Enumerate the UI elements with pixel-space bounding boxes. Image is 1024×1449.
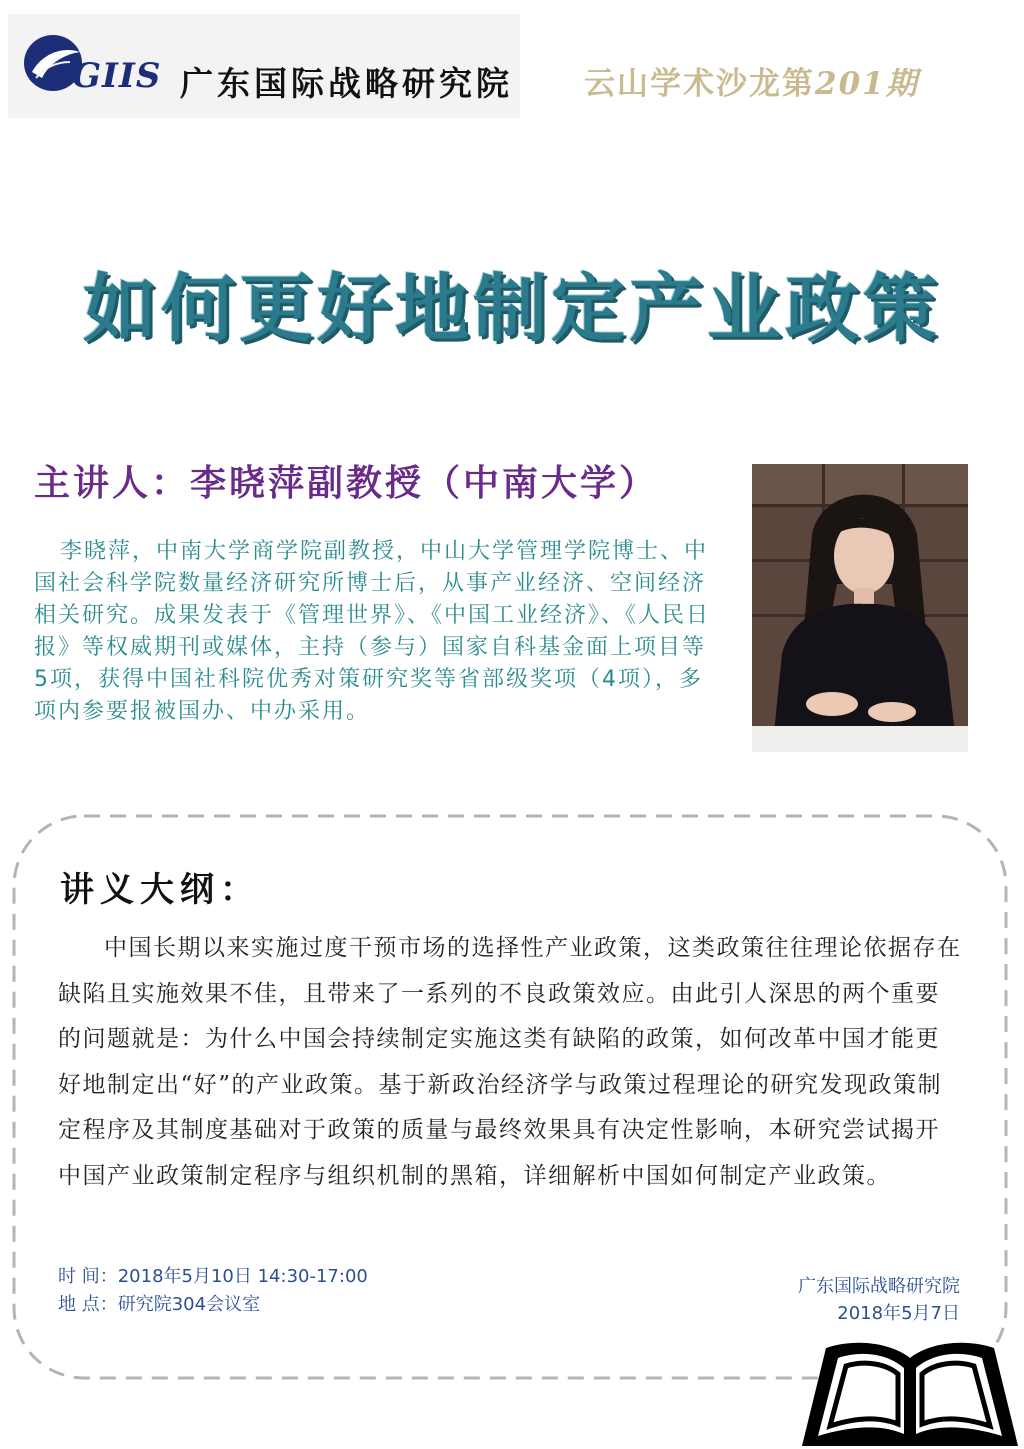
open-book-icon: [796, 1318, 1024, 1449]
speaker-bio: 李晓萍，中南大学商学院副教授，中山大学管理学院博士、中国社会科学院数量经济研究所博士后，从事产业经济、空间经济相关研究。成果发表于《管理世界》、《中国工业经济》、《人民日报》等权威期刊或媒体，主持（参与）国家自科基金面上项目等5项，获得中国社科院优秀对策研究奖等省部级奖项（4项），多项内参要报被国办、中办采用。: [34, 539, 711, 724]
speaker-line: 主讲人：李晓萍副教授（中南大学）: [34, 463, 659, 504]
salon-issue: 201期: [815, 66, 919, 102]
page-title: 如何更好地制定产业政策: [83, 266, 941, 352]
logo-text: GIIS: [72, 56, 162, 96]
salon-prefix: 云山学术沙龙第: [584, 66, 815, 102]
salon-title: [584, 58, 919, 103]
issue-date: 2018年5月7日: [837, 1303, 960, 1324]
speaker-photo: [752, 464, 968, 752]
institute-name: 广东国际战略研究院: [180, 64, 513, 103]
outline-body: 中国长期以来实施过度干预市场的选择性产业政策，这类政策往往理论依据存在缺陷且实施效果不佳，且带来了一系列的不良政策效应。由此引人深思的两个重要的问题就是：为什么中国会持续制定实施这类有缺陷的政策，如何改革中国才能更好地制定出“好”的产业政策。基于新政治经济学与政策过程理论的研究发现政策制定程序及其制度基础对于政策的质量与最终效果具有决定性影响，本研究尝试揭开中国产业政策制定程序与组织机制的黑箱，详细解析中国如何制定产业政策。: [58, 935, 962, 1189]
organizer-name: 广东国际战略研究院: [798, 1276, 960, 1297]
event-time: 时 间：2018年5月10日 14:30-17:00: [58, 1266, 368, 1287]
event-place: 地 点：研究院304会议室: [58, 1294, 261, 1315]
outline-heading: 讲义大纲：: [60, 870, 260, 910]
